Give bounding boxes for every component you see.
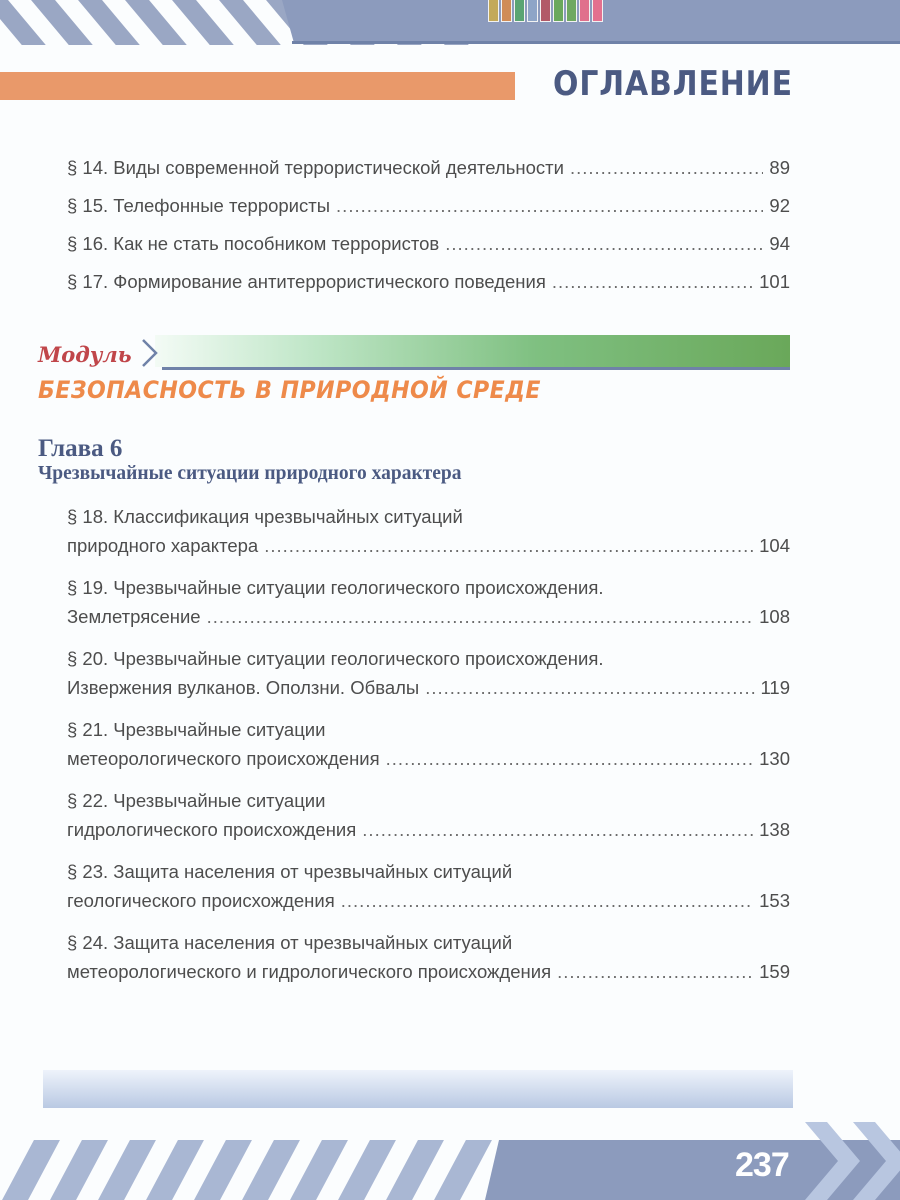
module-title: БЕЗОПАСНОСТЬ В ПРИРОДНОЙ СРЕДЕ <box>38 376 541 404</box>
leader-dots <box>386 747 753 771</box>
color-swatch <box>514 0 525 22</box>
toc-entry-page: 89 <box>769 157 790 178</box>
toc-entry-title-line2: геологического происхождения <box>67 890 335 911</box>
page-number: 237 <box>735 1146 789 1184</box>
leader-dots <box>570 156 763 180</box>
chevron-right-icon <box>140 338 160 368</box>
toc-entry-page: 92 <box>769 195 790 216</box>
page-title: ОГЛАВЛЕНИЕ <box>553 64 793 104</box>
leader-dots <box>207 605 754 629</box>
double-chevron-right-icon <box>805 1122 900 1200</box>
toc-entry-page: 108 <box>759 606 790 627</box>
toc-entry-title-line2: Землетрясение <box>67 606 201 627</box>
toc-entry-title: § 17. Формирование антитеррористического поведения <box>67 271 546 292</box>
module-banner <box>155 335 790 367</box>
module-banner-underline <box>162 367 790 370</box>
color-swatch <box>592 0 603 22</box>
title-accent-bar <box>0 72 515 100</box>
toc-entry[interactable] <box>67 860 790 913</box>
toc-entry[interactable] <box>67 270 790 294</box>
leader-dots <box>362 818 753 842</box>
bottom-gradient-box <box>43 1070 793 1108</box>
toc-entry-page: 104 <box>759 535 790 556</box>
module-label: Модуль <box>38 342 132 367</box>
color-swatch <box>566 0 577 22</box>
toc-entry-title-line2: гидрологического происхождения <box>67 819 357 840</box>
leader-dots <box>552 270 753 294</box>
toc-entry[interactable] <box>67 156 790 180</box>
toc-entry-title: § 15. Телефонные террористы <box>67 195 331 216</box>
toc-entry-title-line2: природного характера <box>67 535 259 556</box>
toc-entry[interactable] <box>67 718 790 771</box>
toc-entry[interactable] <box>67 931 790 984</box>
toc-entry[interactable] <box>67 232 790 256</box>
toc-entry-title-line1: § 23. Защита населения от чрезвычайных ситуаций <box>67 861 513 882</box>
toc-entry-page: 159 <box>759 961 790 982</box>
color-swatch <box>527 0 538 22</box>
color-swatches <box>488 0 603 22</box>
toc-entry-page: 119 <box>760 677 790 698</box>
toc-entry-page: 130 <box>759 748 790 769</box>
toc-entry-title-line1: § 22. Чрезвычайные ситуации <box>67 790 326 811</box>
leader-dots <box>341 889 753 913</box>
toc-entry[interactable] <box>67 576 790 629</box>
leader-dots <box>557 960 753 984</box>
toc-entry[interactable] <box>67 505 790 558</box>
toc-entry[interactable] <box>67 647 790 700</box>
toc-entry[interactable] <box>67 194 790 218</box>
leader-dots <box>425 676 754 700</box>
color-swatch <box>488 0 499 22</box>
toc-entry-title-line1: § 21. Чрезвычайные ситуации <box>67 719 326 740</box>
top-band-underline <box>292 41 900 44</box>
color-swatch <box>553 0 564 22</box>
chapter-title: Чрезвычайные ситуации природного характера <box>38 463 462 484</box>
color-swatch <box>540 0 551 22</box>
toc-entry-page: 138 <box>759 819 790 840</box>
toc-entry-title-line2: метеорологического происхождения <box>67 748 380 769</box>
toc-entry-page: 101 <box>759 271 790 292</box>
color-swatch <box>501 0 512 22</box>
toc-entry-title-line1: § 24. Защита населения от чрезвычайных ситуаций <box>67 932 513 953</box>
color-swatch <box>579 0 590 22</box>
leader-dots <box>336 194 763 218</box>
toc-entry-title-line1: § 18. Классификация чрезвычайных ситуаций <box>67 506 463 527</box>
toc-entry-page: 94 <box>769 233 790 254</box>
toc-entry-title-line2: метеорологического и гидрологического происхождения <box>67 961 552 982</box>
leader-dots <box>264 534 753 558</box>
leader-dots <box>445 232 763 256</box>
chapter-number: Глава 6 <box>38 435 123 462</box>
toc-entry-title-line1: § 19. Чрезвычайные ситуации геологического происхождения. <box>67 577 604 598</box>
toc-entry-page: 153 <box>759 890 790 911</box>
toc-entry-title: § 14. Виды современной террористической деятельности <box>67 157 564 178</box>
toc-entry-title: § 16. Как не стать пособником террористов <box>67 233 440 254</box>
toc-entry-title-line1: § 20. Чрезвычайные ситуации геологического происхождения. <box>67 648 604 669</box>
toc-entry-title-line2: Извержения вулканов. Оползни. Обвалы <box>67 677 420 698</box>
toc-entry[interactable] <box>67 789 790 842</box>
